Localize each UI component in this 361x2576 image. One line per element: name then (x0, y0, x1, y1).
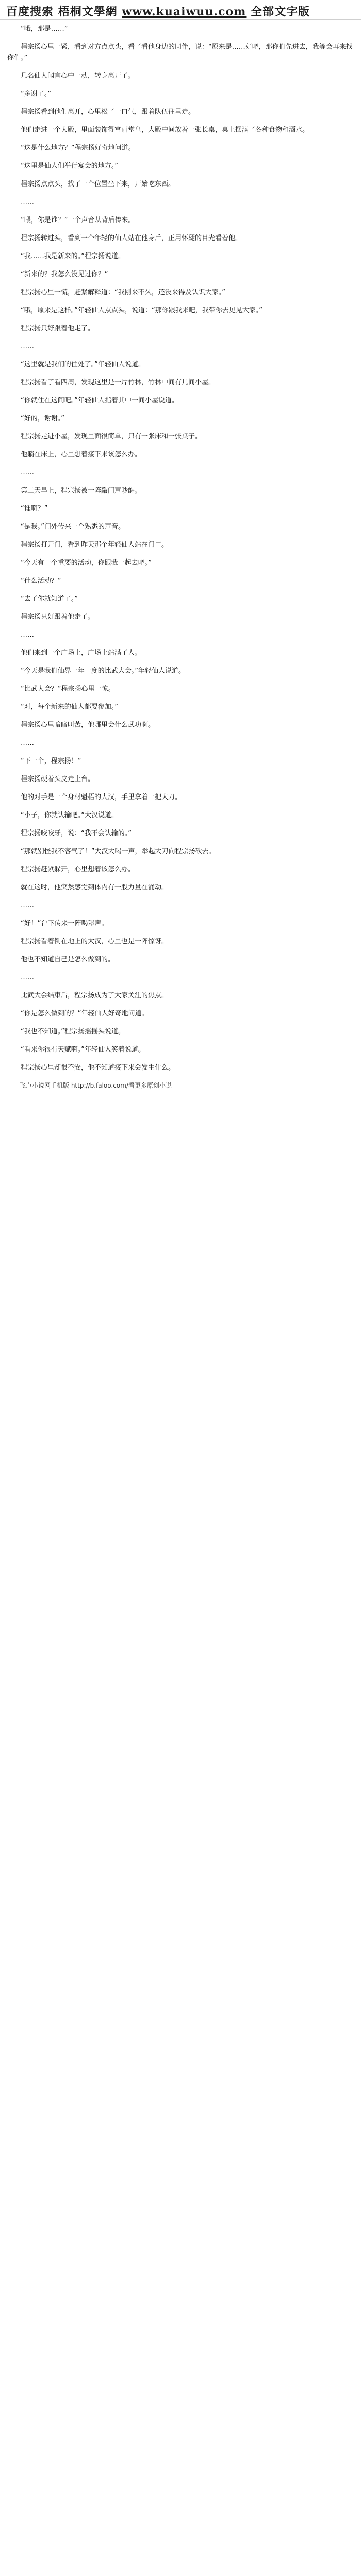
paragraph: “多谢了。” (21, 90, 51, 98)
paragraph: 就在这时，他突然感觉到体内有一股力量在涌动。 (21, 884, 169, 891)
paragraph: “对，每个新来的仙人都要参加。” (21, 703, 118, 711)
site-url-link[interactable]: www.kuaiwuu.com (122, 5, 247, 19)
paragraph: 程宗扬心里却很不安，他不知道接下来会发生什么。 (21, 1064, 175, 1072)
paragraph: “喂，你是谁？”一个声音从背后传来。 (21, 216, 135, 224)
paragraph: “我也不知道。”程宗扬摇摇头说道。 (21, 1028, 125, 1036)
paragraph: 程宗扬硬着头皮走上台。 (21, 775, 95, 783)
paragraph: 程宗扬走进小屋，发现里面很简单，只有一张床和一张桌子。 (21, 433, 202, 440)
paragraph: “好的，谢谢。” (21, 415, 64, 422)
paragraph: “今天有一个重要的活动，你跟我一起去吧。” (21, 559, 152, 567)
paragraph: “哦，原来是这样。”年轻仙人点点头，说道：“那你跟我来吧，我带你去见见大家。” (21, 307, 262, 314)
paragraph: …… (21, 198, 34, 206)
paragraph: “去了你就知道了。” (21, 595, 78, 603)
paragraph: …… (21, 631, 34, 639)
paragraph: “这是什么地方？”程宗扬好奇地问道。 (21, 144, 135, 152)
paragraph: 程宗扬心里一慌，赶紧解释道：“我刚来不久，还没来得及认识大家。” (21, 289, 225, 296)
paragraph: …… (21, 902, 34, 909)
paragraph: 程宗扬点点头，找了一个位置坐下来，开始吃东西。 (21, 180, 175, 188)
paragraph: “比武大会？”程宗扬心里一惊。 (21, 685, 115, 693)
paragraph: “你是怎么做到的？”年轻仙人好奇地问道。 (21, 1010, 149, 1018)
paragraph: “小子，你就认输吧。”大汉说道。 (21, 811, 118, 819)
paragraph: …… (21, 343, 34, 350)
paragraph: 他也不知道自己是怎么做到的。 (21, 956, 115, 963)
paragraph: “什么活动？” (21, 577, 61, 585)
paragraph: “下一个，程宗扬！” (21, 757, 81, 765)
chapter-content (0, 20, 361, 2576)
paragraph: 程宗扬心里一紧，看到对方点点头，看了看他身边的同伴，说：“原来是……好吧，那你们先进去，我等会再来找你们。” (7, 43, 353, 62)
paragraph: 他的对手是一个身材魁梧的大汉，手里拿着一把大刀。 (21, 793, 182, 801)
site-slogan: 全部文字版 (251, 5, 310, 19)
paragraph: 比武大会结束后，程宗扬成为了大家关注的焦点。 (21, 992, 169, 999)
paragraph: 程宗扬看着倒在地上的大汉，心里也是一阵惊讶。 (21, 938, 169, 945)
paragraph: 几名仙人闻言心中一动，转身离开了。 (21, 72, 135, 80)
paragraph: 他躺在床上，心里想着接下来该怎么办。 (21, 451, 142, 459)
paragraph: “你就住在这间吧。”年轻仙人指着其中一间小屋说道。 (21, 397, 178, 404)
paragraph: “好！”台下传来一阵喝彩声。 (21, 920, 108, 927)
site-name: 百度搜索 (6, 5, 54, 19)
paragraph: 程宗扬心里暗暗叫苦，他哪里会什么武功啊。 (21, 721, 155, 729)
paragraph: 程宗扬打开门，看到昨天那个年轻仙人站在门口。 (21, 541, 169, 549)
paragraph: “那就别怪我不客气了！”大汉大喝一声，举起大刀向程宗扬砍去。 (21, 848, 216, 855)
paragraph: 第二天早上，程宗扬被一阵敲门声吵醒。 (21, 487, 142, 495)
paragraph: 程宗扬只好跟着他走了。 (21, 613, 95, 621)
paragraph: “这里是仙人们举行宴会的地方。” (21, 162, 118, 170)
paragraph: “谁啊？” (21, 505, 48, 513)
paragraph: …… (21, 739, 34, 747)
paragraph: 程宗扬赶紧躲开，心里想着该怎么办。 (21, 866, 135, 873)
paragraph: “这里就是我们的住处了。”年轻仙人说道。 (21, 361, 145, 368)
paragraph: “看来你很有天赋啊。”年轻仙人笑着说道。 (21, 1046, 145, 1054)
paragraph: “我……我是新来的。”程宗扬说道。 (21, 252, 125, 260)
paragraph: “新来的？我怎么没见过你？” (21, 270, 108, 278)
paragraph: 程宗扬转过头，看到一个年轻的仙人站在他身后，正用怀疑的目光看着他。 (21, 234, 242, 242)
site-title: 梧桐文學網 (58, 5, 118, 19)
site-header (0, 0, 361, 20)
paragraph: …… (21, 469, 34, 477)
paragraph: 程宗扬看了看四周，发现这里是一片竹林，竹林中间有几间小屋。 (21, 379, 216, 386)
footer-note: 飞卢小说网手机版 http://b.faloo.com/看更多原创小说 (20, 1082, 172, 1089)
paragraph: …… (21, 974, 34, 981)
paragraph: 他们来到一个广场上，广场上站满了人。 (21, 649, 142, 657)
paragraph: 程宗扬咬咬牙，说：“我不会认输的。” (21, 829, 132, 837)
paragraph: 他们走进一个大殿，里面装饰得富丽堂皇，大殿中间放着一张长桌，桌上摆满了各种食物和酒水。 (21, 126, 309, 134)
paragraph: “是我。”门外传来一个熟悉的声音。 (21, 523, 125, 531)
paragraph: “哦，那是……” (21, 25, 68, 33)
paragraph: 程宗扬只好跟着他走了。 (21, 325, 95, 332)
paragraph: “今天是我们仙界一年一度的比武大会。”年轻仙人说道。 (21, 667, 185, 675)
paragraph: 程宗扬看到他们离开，心里松了一口气，跟着队伍往里走。 (21, 108, 195, 116)
